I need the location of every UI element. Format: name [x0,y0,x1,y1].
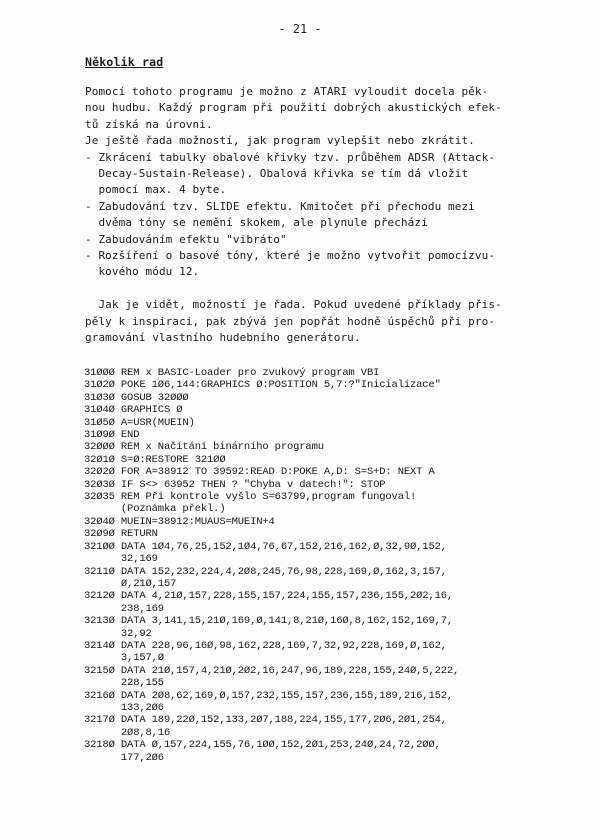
section-heading: Několik rad [85,55,164,69]
prose-line: Pomocí tohoto programu je možno z ATARI vyloudit docela pěk- [85,85,489,98]
listing-line: 32Ø4Ø MUEIN=38912:MUAUS=MUEIN+4 [84,515,275,528]
listing-line: 31Ø3Ø GOSUB 32ØØØ [84,391,189,404]
listing-line: 31Ø2Ø POKE 1Ø6,144:GRAPHICS Ø:POSITION 5,7:?"Inicializace" [84,379,441,392]
listing-line: 3218Ø DATA Ø,157,224,155,76,1ØØ,152,2Ø1,253,24Ø,24,72,2ØØ, [84,739,441,752]
listing-line: 3217Ø DATA 189,22Ø,152,133,2Ø7,188,224,155,177,2Ø6,2Ø1,254, [84,714,447,727]
prose-line: - Zabudování tzv. SLIDE efektu. Kmitočet při přechodu mezi [85,199,475,213]
listing-line: 32Ø9Ø RETURN [84,528,158,541]
listing-line: 32ØØØ REM x Načítání binárního programu [84,441,324,454]
prose-line: kového módu 12. [85,265,200,279]
prose-line [85,281,525,297]
prose-line: - Zkrácení tabulky obalové křivky tzv. průběhem ADSR (Attack- [85,150,496,164]
listing-line: 3,157,Ø [84,652,164,665]
listing-line: 32,169 [84,553,158,566]
prose-line: gramování vlastního hudebního generátoru. [85,331,361,345]
listing-line: 238,169 [84,602,164,615]
listing-line: 3215Ø DATA 21Ø,157,4,21Ø,2Ø2,16,247,96,189,228,155,24Ø,5,222, [84,664,460,677]
listing-line: 2Ø8,8,16 [84,726,171,739]
prose-line: Decay-Sustain-Release). Obalová křivka se tím dá vložit [85,167,469,181]
listing-line: 3213Ø DATA 3,141,15,21Ø,169,Ø,141,8,21Ø,16Ø,8,162,152,169,7, [84,615,454,628]
listing-line: 31Ø9Ø END [84,429,140,442]
listing-line: 228,155 [84,677,164,690]
prose-line: nou hudbu. Každý program při použití dobrých akustických efek- [85,101,502,115]
listing-line: 321ØØ DATA 1Ø4,76,25,152,1Ø4,76,67,152,216,162,Ø,32,9Ø,152, [84,540,447,553]
listing-line: 133,2Ø6 [84,701,164,714]
listing-line: (Poznámka překl.) [84,503,226,516]
listing-line: 32,92 [84,627,152,640]
listing-line: 177,2Ø6 [84,751,164,764]
listing-line: 31ØØØ REM x BASIC-Loader pro zvukový program VBI [84,367,380,379]
listing-line: 3212Ø DATA 4,21Ø,157,228,155,157,224,155,157,236,155,2Ø2,16, [84,590,454,603]
listing-line: 3214Ø DATA 228,96,16Ø,98,162,228,169,7,32,92,228,169,Ø,162, [84,639,447,652]
listing-line: 32Ø3Ø IF S<> 63952 THEN ? "Chyba v datech!": STOP [84,478,386,491]
prose-line: pomocí max. 4 byte. [85,183,227,197]
prose-line: - Rozšíření o basové tóny, které je možno vytvořit pomocízvu- [85,249,496,263]
listing-line: 3211Ø DATA 152,232,224,4,2Ø8,245,76,98,228,169,Ø,162,3,157, [84,565,447,578]
prose-line: tů získá na úrovni. [85,117,213,131]
prose-line: pěly k inspiraci, pak zbývá jen popřát hodně úspěchů při pro- [85,314,496,328]
listing-line: 32Ø2Ø FOR A=38912 TO 39592:READ D:POKE A,D: S=S+D: NEXT A [84,466,435,479]
listing-line: 32Ø35 REM Při kontrole vyšlo S=63799,program fungoval! [84,491,417,504]
listing-line: Ø,21Ø,157 [84,577,177,590]
prose-line: - Zabudováním efektu "vibráto" [85,232,287,246]
prose-line: Je ještě řada možností, jak program vylepšit nebo zkrátit. [85,134,475,148]
basic-listing [84,367,584,764]
prose-line: dvěma tóny se nemění skokem, ale plynule přechází [85,216,428,230]
listing-line: 32Ø1Ø S=Ø:RESTORE 321ØØ [84,453,226,466]
listing-line: 3216Ø DATA 2Ø8,62,169,Ø,157,232,155,157,236,155,189,216,152, [84,689,454,702]
page-number: - 21 - [278,22,322,36]
listing-line: 31Ø5Ø A=USR(MUEIN) [84,416,195,429]
listing-line: 31Ø4Ø GRAPHICS Ø [84,404,183,417]
prose-line: Jak je vidět, možností je řada. Pokud uvedené příklady přis- [85,298,502,312]
prose-text [85,84,525,347]
